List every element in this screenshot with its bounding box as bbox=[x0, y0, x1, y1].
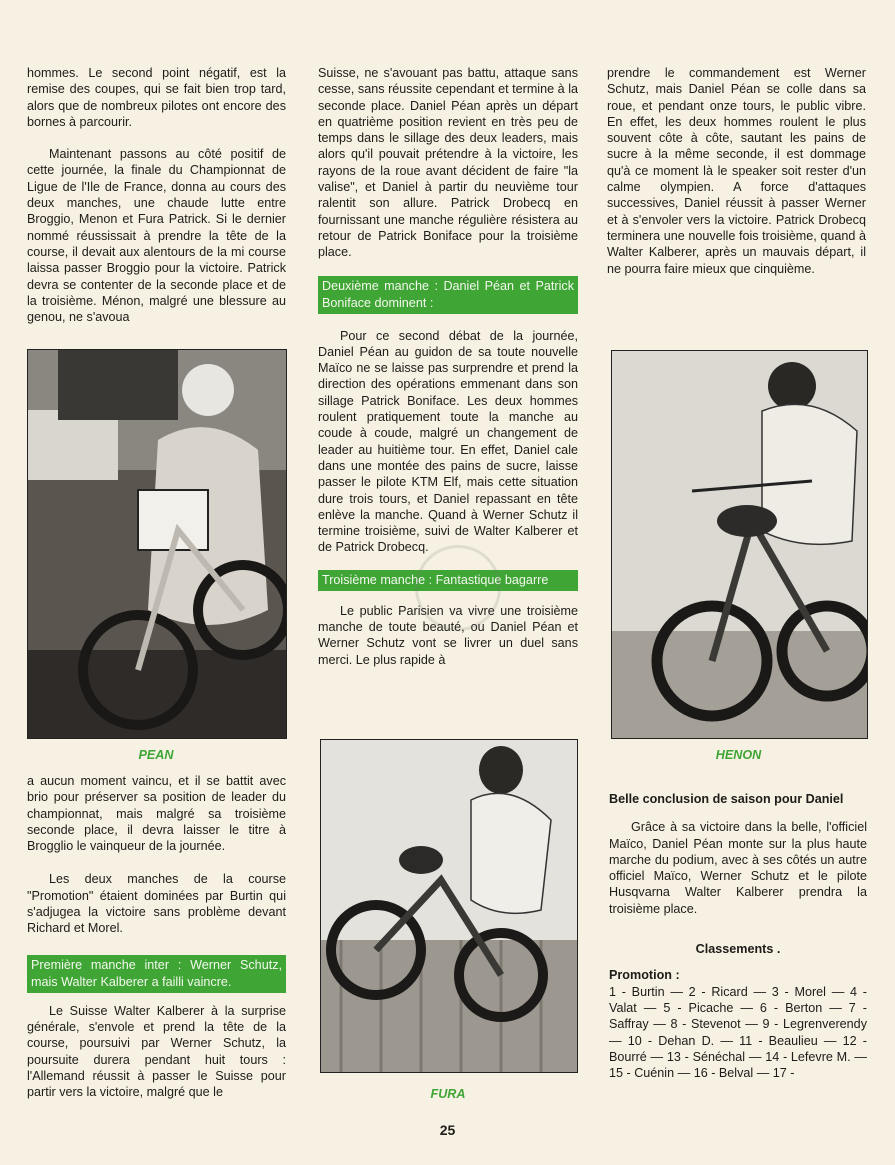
section-heading: Deuxième manche : Daniel Péan et Patrick Boniface dominent : bbox=[318, 276, 578, 314]
paragraph: Les deux manches de la course "Promotion" étaient dominées par Burtin qui s'adjugea la victoire sans problème devant Richard et Morel. bbox=[27, 872, 286, 936]
paragraph: a aucun moment vaincu, et il se battit avec brio pour préserver sa position de leader du championnat, mais malgré sa troisième seconde place, il devra laisser le titre à Brogglio le vainqueur de la journée. bbox=[27, 774, 286, 854]
promotion-label: Promotion : bbox=[609, 968, 680, 983]
photo-henon bbox=[611, 350, 868, 739]
paragraph: Pour ce second débat de la journée, Daniel Péan au guidon de sa toute nouvelle Maïco ne se laisse pas surprendre et prend la direction des opérations emmenant dans son sillage Patrick Boniface. Les deux hommes roulent pratiquement toute la manche au coude à coude, malgré un changement de leader au huitième tour. En effet, Daniel cale dans une montée des pains de sucre, laisse passer le pilote KTM Elf, mais cette situation dure trois tours, et Daniel repassant en tête enlève la manche. Quand à Werner Schutz il termine troisième, suivi de Walter Kalberer et de Patrick Drobecq. bbox=[318, 328, 578, 555]
section-heading: Belle conclusion de saison pour Daniel bbox=[609, 792, 844, 806]
motocross-photo-image bbox=[612, 351, 867, 738]
paragraph: Suisse, ne s'avouant pas battu, attaque sans cesse, sans réussite cependant et termine à la seconde place. Daniel Péan après un départ en quatrième position revient en très peu de temps dans le sillage des deux leaders, mais alors qu'il pouvait prétendre à la victoire, les rayons de la roue avant décident de faire "la valise", et Daniel à partir du neuvième tour ralentit son allure. Patrick Drobecq en fournissant une manche régulière résistera au retour de Patrick Boniface pour la troisième place. bbox=[318, 66, 578, 260]
paragraph: Le public Parisien va vivre une troisième manche de toute beauté, ou Daniel Péan et Werner Schutz vont se livrer un duel sans merci. Le plus rapide à bbox=[318, 603, 578, 667]
motocross-photo-image bbox=[321, 740, 577, 1072]
paragraph: prendre le commandement est Werner Schutz, mais Daniel Péan se colle dans sa roue, et pendant onze tours, le public vibre. En effet, les deux hommes roulent le plus souvent côte à côte, sautant les pains de sucre à la même seconde, il est dommage qu'à ce moment là le speaker soit rester d'un calme olympien. A force d'attaques successives, Daniel réussit à passer Werner et à s'envoler vers la victoire. Patrick Drobecq terminera une nouvelle fois troisième, quand à Walter Kalberer, après un mauvais départ, il ne pourra faire mieux que cinquième. bbox=[607, 66, 866, 276]
paragraph: Grâce à sa victoire dans la belle, l'officiel Maïco, Daniel Péan monte sur la plus haute marche du podium, avec à ses côtés un autre officiel Maïco, Werner Schutz et le pilote Husqvarna Walter Kalberer prendra la troisième place. bbox=[609, 820, 867, 916]
photo-pean bbox=[27, 349, 287, 739]
paragraph: Le Suisse Walter Kalberer à la surprise générale, s'envole et prend la tête de la course, poursuivi par Werner Schutz, la poursuite durera pendant huit tours : l'Allemand réussit à passer le Suisse pour partir vers la victoire, malgré que le bbox=[27, 1003, 286, 1100]
paragraph: hommes. Le second point négatif, est la remise des coupes, qui se fait bien trop tard, alors que de nombreux pilotes ont encore des bornes à parcourir. bbox=[27, 66, 286, 129]
motocross-photo-image bbox=[28, 350, 286, 738]
column-1-bottom bbox=[27, 773, 286, 1100]
watermark-logo bbox=[415, 545, 501, 631]
column-3-bottom bbox=[609, 791, 867, 1081]
promotion-results: 1 - Burtin — 2 - Ricard — 3 - Morel — 4 - Valat — 5 - Picache — 6 - Berton — 7 - Saffray — 8 - Stevenot — 9 - Legrenverendy — 10 - Dehan D. — 11 - Beaulieu — 12 - Bourré — 13 - Sénéchal — 14 - Lefevre M. — 15 - Cuénin — 16 - Belval — 17 - bbox=[609, 984, 867, 1081]
photo-caption-fura: FURA bbox=[430, 1087, 466, 1101]
photo-caption-pean: PEAN bbox=[138, 748, 174, 762]
paragraph: Maintenant passons au côté positif de cette journée, la finale du Championnat de Ligue de l'Ile de France, donna au cours des deux manches, une chaude lutte entre Broggio, Menon et Fura Patrick. Si le dernier nommé réussissait à prendre la tête de la course, il devait aux alentours de la mi course laissa passer Broggio pour la victoire. Patrick devra se contenter de la seconde place et de la troisième. Ménon, malgré une blessure au genou, ne s'avoua bbox=[27, 147, 286, 325]
classements-title: Classements . bbox=[695, 942, 781, 957]
column-1-top bbox=[27, 65, 286, 325]
page-number: 25 bbox=[439, 1122, 456, 1138]
photo-fura bbox=[320, 739, 578, 1073]
section-heading: Troisième manche : Fantastique bagarre bbox=[318, 570, 578, 591]
photo-caption-henon: HENON bbox=[715, 748, 762, 762]
section-heading: Première manche inter : Werner Schutz, mais Walter Kalberer a failli vaincre. bbox=[27, 955, 286, 993]
column-3-top bbox=[607, 65, 866, 277]
